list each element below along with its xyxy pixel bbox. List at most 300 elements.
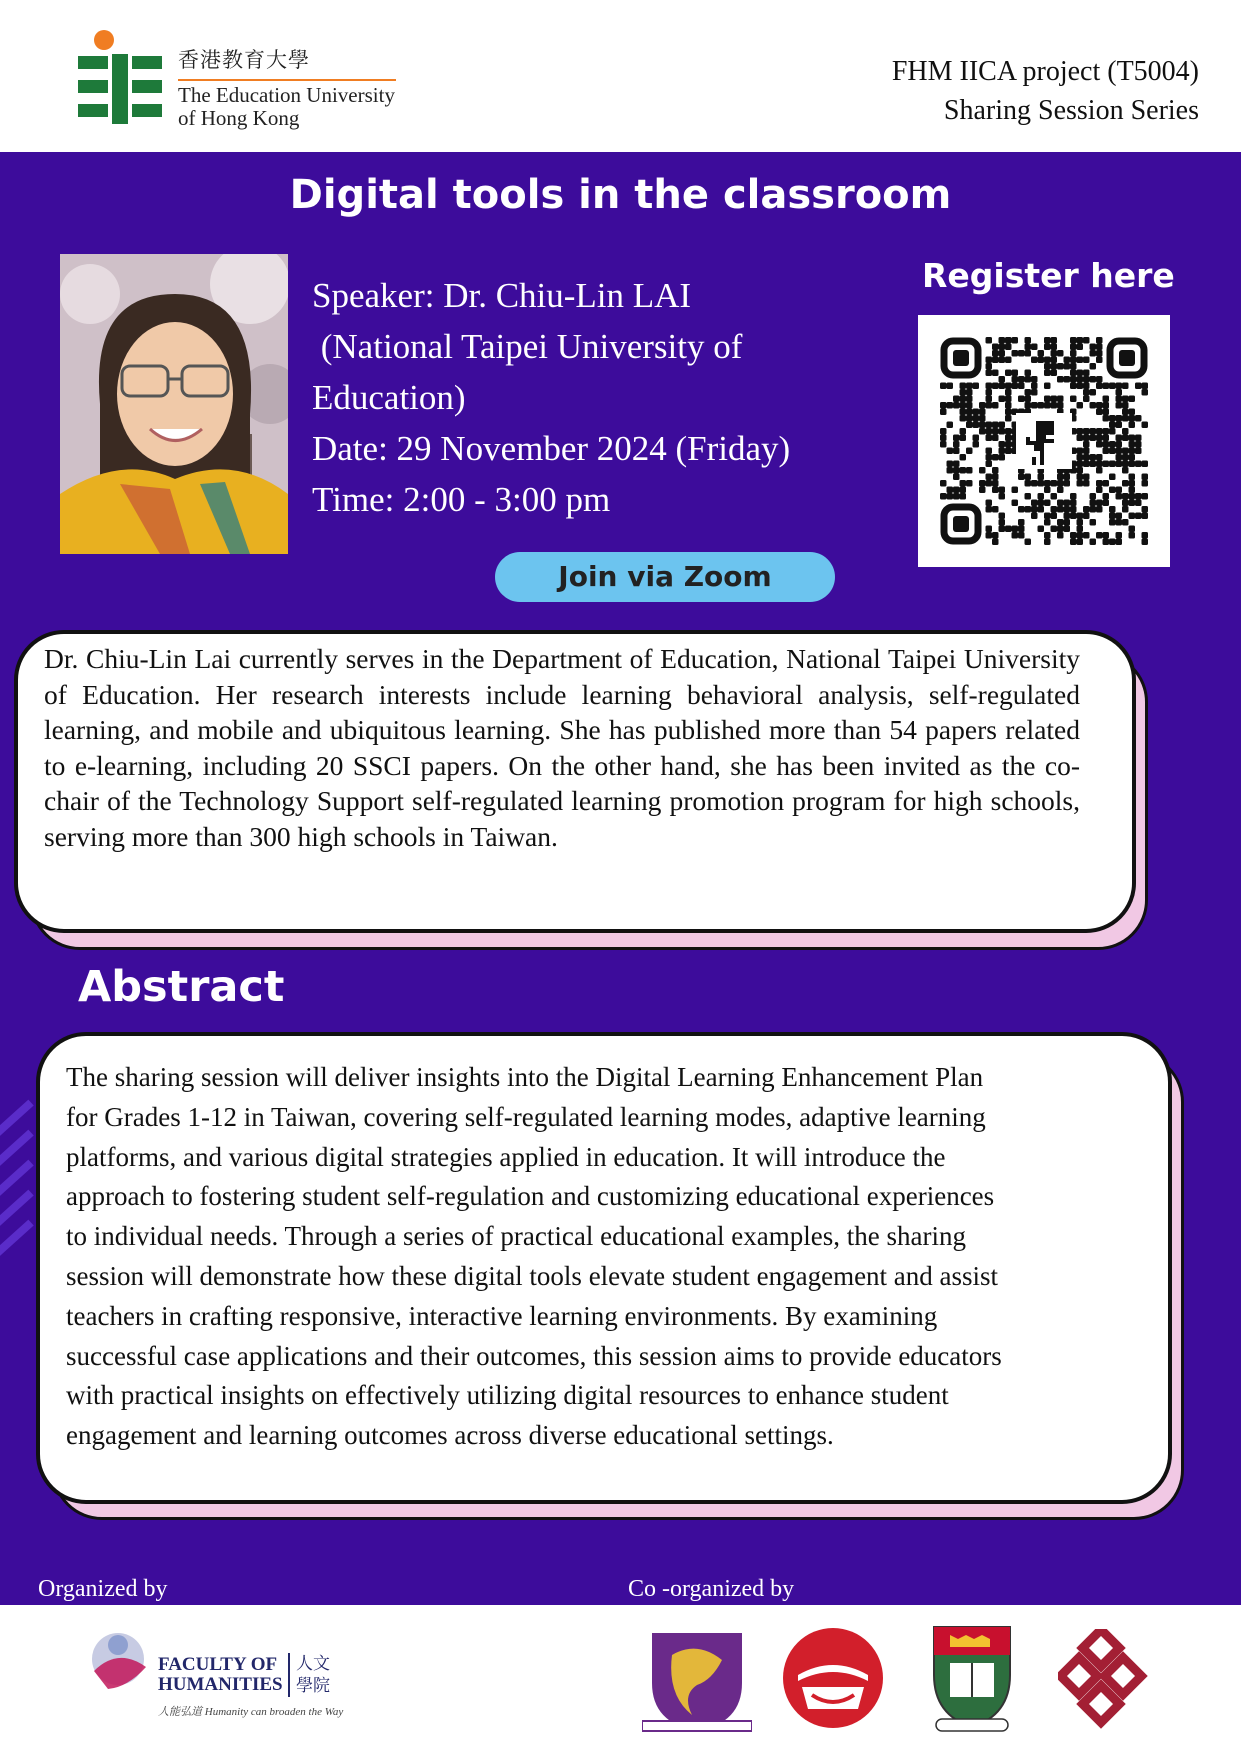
qr-module — [999, 344, 1006, 351]
qr-module — [1031, 344, 1038, 351]
qr-module — [1090, 506, 1097, 513]
qr-module — [940, 383, 947, 390]
abstract-line: successful case applications and their outcomes, this session aims to provide educators — [66, 1340, 1002, 1371]
qr-module — [1103, 428, 1110, 435]
qr-module — [1122, 428, 1129, 435]
qr-module — [1012, 487, 1019, 494]
series-name: Sharing Session Series — [943, 95, 1199, 126]
qr-module — [1077, 480, 1084, 487]
qr-module — [979, 467, 986, 474]
qr-module — [1109, 448, 1116, 455]
qr-module — [1083, 370, 1090, 377]
qr-module — [1064, 474, 1071, 481]
qr-module — [1038, 480, 1045, 487]
qr-module — [1129, 409, 1136, 416]
eduhk-logo-text — [178, 44, 396, 130]
event-date: Date: 29 November 2024 (Friday) — [312, 429, 791, 468]
qr-module — [1129, 415, 1136, 422]
join-zoom-button[interactable]: Join via Zoom — [495, 552, 835, 602]
qr-module — [1096, 480, 1103, 487]
qr-module — [979, 402, 986, 409]
qr-module — [1083, 357, 1090, 364]
qr-module — [1090, 493, 1097, 500]
qr-module — [960, 389, 967, 396]
qr-module — [1096, 435, 1103, 442]
qr-module — [1135, 383, 1142, 390]
qr-module — [979, 415, 986, 422]
header — [0, 0, 1241, 152]
qr-module — [992, 428, 999, 435]
qr-module — [1057, 526, 1064, 533]
qr-module — [1070, 357, 1077, 364]
qr-module — [1070, 376, 1077, 383]
abstract-line: engagement and learning outcomes across diverse educational settings. — [66, 1420, 834, 1451]
qr-module — [960, 402, 967, 409]
qr-module — [979, 422, 986, 429]
qr-module — [1077, 448, 1084, 455]
qr-module — [1103, 396, 1110, 403]
qr-module — [960, 409, 967, 416]
qr-module — [1083, 396, 1090, 403]
qr-code-icon — [940, 337, 1148, 545]
qr-module — [1122, 402, 1129, 409]
qr-module — [992, 480, 999, 487]
qr-module — [1083, 337, 1090, 344]
qr-module — [999, 441, 1006, 448]
qr-module — [1077, 539, 1084, 546]
qr-module — [992, 506, 999, 513]
qr-module — [999, 526, 1006, 533]
qr-module — [947, 422, 954, 429]
qr-module — [1129, 532, 1136, 539]
qr-module — [986, 383, 993, 390]
qr-module — [1025, 402, 1032, 409]
qr-module — [1116, 539, 1123, 546]
qr-module — [1070, 370, 1077, 377]
qr-module — [1090, 376, 1097, 383]
event-title: Digital tools in the classroom — [289, 172, 952, 218]
qr-module — [1109, 539, 1116, 546]
qr-module — [1116, 415, 1123, 422]
qr-module — [973, 415, 980, 422]
qr-module — [1129, 441, 1136, 448]
qr-module — [986, 454, 993, 461]
qr-module — [1077, 519, 1084, 526]
abstract-line: for Grades 1-12 in Taiwan, covering self-regulated learning modes, adaptive learning — [66, 1101, 986, 1132]
qr-module — [986, 506, 993, 513]
qr-module — [1057, 487, 1064, 494]
qr-module — [1129, 474, 1136, 481]
polyu-logo-icon — [1058, 1629, 1158, 1729]
qr-module — [1090, 435, 1097, 442]
qr-module — [1096, 337, 1103, 344]
hku-logo-icon — [930, 1623, 1014, 1735]
qr-module — [1044, 396, 1051, 403]
qr-module — [1070, 363, 1077, 370]
qr-module — [1103, 435, 1110, 442]
qr-module — [1122, 409, 1129, 416]
qr-module — [1142, 389, 1149, 396]
qr-module — [986, 435, 993, 442]
qr-module — [986, 461, 993, 468]
qr-module — [986, 402, 993, 409]
qr-module — [986, 526, 993, 533]
event-time: Time: 2:00 - 3:00 pm — [312, 480, 611, 519]
qr-module — [986, 357, 993, 364]
faculty-name-line1: FACULTY OF — [158, 1654, 278, 1675]
qr-module — [1031, 357, 1038, 364]
qr-module — [1070, 383, 1077, 390]
qr-module — [1077, 461, 1084, 468]
qr-module — [1122, 467, 1129, 474]
qr-module — [1116, 454, 1123, 461]
qr-module — [960, 396, 967, 403]
faculty-of-humanities-logo — [88, 1627, 368, 1717]
abstract-line: session will demonstrate how these digital tools elevate student engagement and assist — [66, 1260, 999, 1291]
faculty-emblem-icon — [88, 1627, 152, 1697]
qr-module — [1057, 350, 1064, 357]
speaker-name: Speaker: Dr. Chiu-Lin LAI — [312, 276, 692, 315]
qr-module — [1038, 493, 1045, 500]
qr-module — [1005, 409, 1012, 416]
qr-module — [1018, 474, 1025, 481]
qr-module — [1129, 500, 1136, 507]
qr-module — [1096, 532, 1103, 539]
faculty-tagline: 人能弘道 Humanity can broaden the Way — [158, 1706, 344, 1718]
qr-module — [1031, 500, 1038, 507]
qr-module — [1005, 415, 1012, 422]
qr-module — [1077, 435, 1084, 442]
qr-module — [992, 435, 999, 442]
qr-module — [1044, 344, 1051, 351]
qr-module — [1129, 396, 1136, 403]
qr-module — [953, 474, 960, 481]
qr-module — [1122, 454, 1129, 461]
qr-module — [1096, 402, 1103, 409]
qr-module — [1025, 506, 1032, 513]
qr-module — [960, 383, 967, 390]
qr-module — [1064, 363, 1071, 370]
qr-module — [1090, 350, 1097, 357]
qr-module — [1122, 493, 1129, 500]
qr-module — [1103, 500, 1110, 507]
qr-module — [1096, 344, 1103, 351]
qr-module — [1116, 441, 1123, 448]
project-code: FHM IICA project (T5004) — [891, 56, 1199, 87]
qr-module — [1012, 370, 1019, 377]
qr-module — [1044, 402, 1051, 409]
qr-module — [947, 448, 954, 455]
qr-module — [1122, 461, 1129, 468]
qr-module — [1103, 415, 1110, 422]
qr-module — [1103, 402, 1110, 409]
qr-module — [1057, 363, 1064, 370]
qr-module — [979, 428, 986, 435]
faculty-name-line2: HUMANITIES — [158, 1674, 283, 1695]
speaker-affiliation-line2: Education) — [312, 378, 466, 417]
qr-module — [986, 396, 993, 403]
qr-module — [947, 461, 954, 468]
qr-module — [960, 454, 967, 461]
qr-module — [953, 402, 960, 409]
qr-module — [1044, 480, 1051, 487]
qr-module — [1135, 441, 1142, 448]
qr-module — [1116, 519, 1123, 526]
qr-module — [1038, 474, 1045, 481]
qr-module — [1038, 500, 1045, 507]
qr-module — [1070, 396, 1077, 403]
qr-module — [1109, 513, 1116, 520]
qr-module — [979, 480, 986, 487]
qr-module — [992, 532, 999, 539]
qr-module — [966, 422, 973, 429]
qr-module — [1122, 383, 1129, 390]
qr-module — [1005, 402, 1012, 409]
qr-module — [1083, 506, 1090, 513]
qr-module — [1051, 370, 1058, 377]
register-label: Register here — [922, 256, 1175, 295]
qr-module — [1129, 454, 1136, 461]
qr-module — [1025, 396, 1032, 403]
qr-module — [1038, 506, 1045, 513]
cuhk-logo-icon — [642, 1625, 752, 1735]
qr-module — [1051, 402, 1058, 409]
qr-module — [960, 467, 967, 474]
qr-module — [1116, 487, 1123, 494]
qr-module — [1077, 428, 1084, 435]
qr-module — [1005, 370, 1012, 377]
faculty-name — [158, 1655, 283, 1695]
qr-module — [1083, 383, 1090, 390]
qr-module — [1135, 493, 1142, 500]
qr-module — [966, 409, 973, 416]
qr-module — [1129, 513, 1136, 520]
qr-module — [1018, 526, 1025, 533]
qr-module — [1103, 532, 1110, 539]
qr-module — [1103, 461, 1110, 468]
qr-module — [1090, 454, 1097, 461]
qr-module — [1031, 513, 1038, 520]
qr-module — [1122, 435, 1129, 442]
qr-module — [953, 448, 960, 455]
qr-module — [1142, 383, 1149, 390]
qr-module — [1051, 337, 1058, 344]
speaker-photo — [60, 254, 288, 554]
qr-module — [1083, 428, 1090, 435]
qr-module — [1142, 513, 1149, 520]
logo-english-line1: The Education University — [178, 83, 395, 107]
qr-module — [1103, 383, 1110, 390]
qr-module — [1109, 428, 1116, 435]
register-qr-code[interactable] — [918, 315, 1170, 567]
qr-module — [1129, 422, 1136, 429]
qr-module — [940, 441, 947, 448]
qr-module — [1057, 474, 1064, 481]
qr-module — [1064, 513, 1071, 520]
qr-module — [1116, 513, 1123, 520]
qr-module — [1025, 350, 1032, 357]
qr-module — [1018, 396, 1025, 403]
qr-module — [1096, 350, 1103, 357]
qr-module — [947, 467, 954, 474]
qr-module — [1070, 337, 1077, 344]
qr-module — [940, 428, 947, 435]
qr-module — [1005, 428, 1012, 435]
qr-module — [1116, 396, 1123, 403]
qr-module — [966, 415, 973, 422]
qr-module — [1109, 461, 1116, 468]
qr-module — [1018, 350, 1025, 357]
qr-module — [1090, 461, 1097, 468]
qr-module — [1077, 337, 1084, 344]
qr-module — [992, 383, 999, 390]
qr-module — [1116, 402, 1123, 409]
qr-module — [1077, 370, 1084, 377]
qr-module — [992, 487, 999, 494]
qr-module — [1051, 396, 1058, 403]
qr-module — [1109, 422, 1116, 429]
qr-module — [999, 383, 1006, 390]
qr-module — [1031, 383, 1038, 390]
qr-module — [1031, 402, 1038, 409]
qr-module — [1057, 519, 1064, 526]
qr-module — [1135, 500, 1142, 507]
co-organized-by-label: Co -organized by — [628, 1576, 795, 1602]
qr-module — [1135, 513, 1142, 520]
qr-module — [953, 441, 960, 448]
qr-module — [1129, 526, 1136, 533]
qr-module — [1012, 526, 1019, 533]
qr-module — [1142, 422, 1149, 429]
qr-module — [1044, 363, 1051, 370]
qr-module — [999, 428, 1006, 435]
qr-module — [1051, 344, 1058, 351]
qr-module — [1116, 493, 1123, 500]
qr-module — [1096, 441, 1103, 448]
qr-module — [1057, 376, 1064, 383]
qr-module — [1096, 487, 1103, 494]
qr-module — [1025, 493, 1032, 500]
qr-module — [1025, 539, 1032, 546]
qr-module — [1103, 441, 1110, 448]
qr-module — [1090, 539, 1097, 546]
qr-module — [1083, 461, 1090, 468]
qr-module — [992, 402, 999, 409]
qr-module — [1077, 474, 1084, 481]
qr-module — [1044, 519, 1051, 526]
qr-module — [1083, 448, 1090, 455]
qr-module — [1057, 480, 1064, 487]
qr-module — [986, 474, 993, 481]
qr-module — [1077, 532, 1084, 539]
qr-module — [1103, 480, 1110, 487]
qr-module — [1038, 526, 1045, 533]
event-details — [312, 270, 790, 525]
qr-module — [1077, 402, 1084, 409]
qr-module — [1044, 337, 1051, 344]
qr-module — [1083, 532, 1090, 539]
qr-module — [992, 357, 999, 364]
qr-module — [1064, 376, 1071, 383]
qr-module — [1122, 519, 1129, 526]
qr-module — [1005, 357, 1012, 364]
qr-module — [1096, 376, 1103, 383]
qr-module — [1064, 500, 1071, 507]
qr-module — [1025, 370, 1032, 377]
qr-module — [1090, 363, 1097, 370]
abstract-text — [66, 1058, 1126, 1456]
qr-module — [1090, 428, 1097, 435]
qr-module — [1116, 389, 1123, 396]
qr-module — [1012, 532, 1019, 539]
qr-module — [1012, 383, 1019, 390]
faculty-chinese-name: 人文學院 — [288, 1653, 332, 1697]
qr-module — [1116, 435, 1123, 442]
footer — [0, 1605, 1241, 1755]
qr-module — [979, 409, 986, 416]
qr-module — [1044, 487, 1051, 494]
qr-module — [966, 467, 973, 474]
qr-module — [992, 454, 999, 461]
qr-module — [1031, 506, 1038, 513]
qr-module — [1044, 383, 1051, 390]
qr-module — [1109, 441, 1116, 448]
qr-module — [1070, 500, 1077, 507]
qr-module — [1116, 422, 1123, 429]
qr-module — [1090, 344, 1097, 351]
qr-module — [1096, 500, 1103, 507]
qr-module — [953, 461, 960, 468]
qr-module — [1083, 474, 1090, 481]
qr-module — [1096, 454, 1103, 461]
qr-module — [973, 441, 980, 448]
qr-module — [1129, 435, 1136, 442]
qr-module — [1109, 383, 1116, 390]
qr-module — [1129, 461, 1136, 468]
qr-module — [1044, 500, 1051, 507]
qr-module — [1096, 409, 1103, 416]
qr-module — [1135, 448, 1142, 455]
qr-module — [1096, 467, 1103, 474]
qr-module — [992, 422, 999, 429]
qr-module — [953, 467, 960, 474]
qr-module — [960, 487, 967, 494]
qr-module — [1122, 415, 1129, 422]
qr-module — [1090, 500, 1097, 507]
abstract-line: approach to fostering student self-regulation and customizing educational experiences — [66, 1181, 995, 1212]
qr-module — [1070, 493, 1077, 500]
qr-module — [992, 350, 999, 357]
qr-module — [979, 487, 986, 494]
qr-module — [1083, 513, 1090, 520]
qr-module — [1142, 474, 1149, 481]
qr-module — [966, 396, 973, 403]
qr-module — [960, 428, 967, 435]
logo-english-line2: of Hong Kong — [178, 106, 300, 130]
qr-module — [1031, 389, 1038, 396]
qr-module — [999, 487, 1006, 494]
qr-module — [953, 493, 960, 500]
abstract-line: teachers in crafting responsive, interactive learning environments. By examining — [66, 1300, 938, 1331]
qr-module — [1070, 513, 1077, 520]
eduhk-emblem-icon — [78, 30, 174, 124]
qr-module — [986, 363, 993, 370]
qr-module — [947, 402, 954, 409]
qr-module — [1064, 506, 1071, 513]
qr-module — [999, 422, 1006, 429]
qr-module — [1012, 350, 1019, 357]
qr-module — [940, 480, 947, 487]
